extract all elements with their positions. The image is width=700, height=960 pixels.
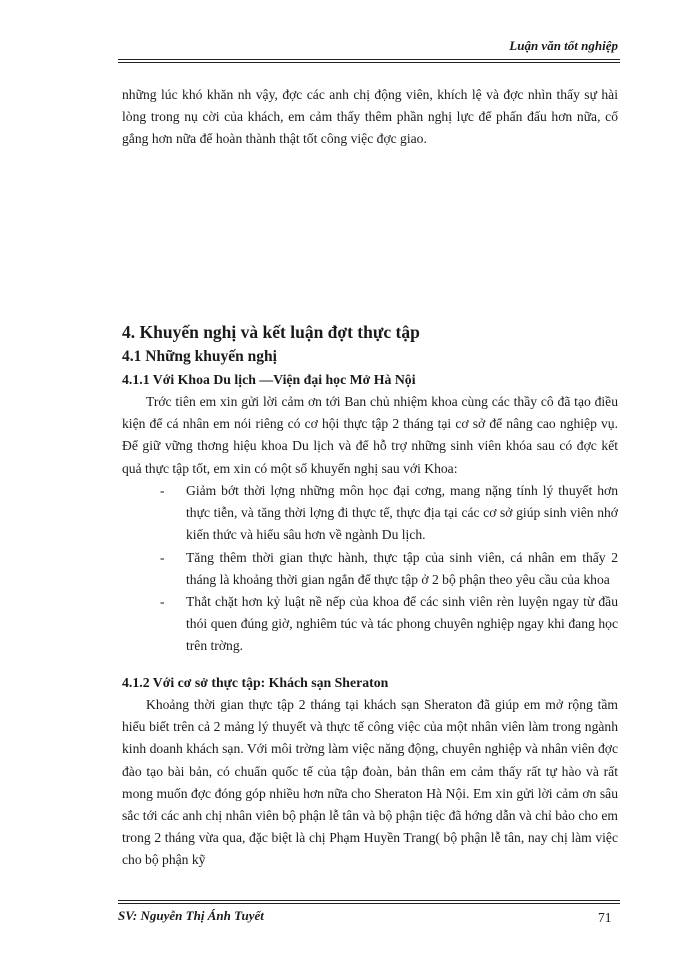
footer-author: SV: Nguyễn Thị Ánh Tuyết xyxy=(118,908,264,923)
subsubsection-heading-faculty: 4.1.1 Với Khoa Du lịch —Viện đại học Mở Hà Nội xyxy=(122,372,416,387)
footer-rule-thin xyxy=(118,903,620,904)
running-header: Luận văn tốt nghiệp xyxy=(509,38,618,53)
list-item xyxy=(160,547,618,591)
list-item xyxy=(160,591,618,658)
footer-rule xyxy=(118,900,620,901)
list-item xyxy=(160,480,618,547)
bullet-dash: - xyxy=(160,483,165,498)
section-heading: 4. Khuyến nghị và kết luận đợt thực tập xyxy=(122,322,420,342)
faculty-paragraph: Trớc tiên em xin gửi lời cảm ơn tới Ban chủ nhiệm khoa cùng các thầy cô đã tạo điều kiện để cá nhân em nói riêng có cơ hội thực tập 2 tháng tại cơ sở để nâng cao nghiệp vụ. Để giữ vững thơng hiệu khoa Du lịch và để hỗ trợ những sinh viên khóa sau có đợc kết quả thực tập tốt, em xin có một số khuyến nghị sau với Khoa: xyxy=(122,394,618,476)
intro-paragraph: những lúc khó khăn nh vậy, đợc các anh chị động viên, khích lệ và đợc nhìn thấy sự hài lòng trong nụ cời của khách, em cảm thấy thêm phần nghị lực để phấn đấu hơn nữa, cố gắng hơn nữa để hoàn thành thật tốt công việc đợc giao. xyxy=(122,87,618,147)
recommendation-list xyxy=(160,480,618,658)
bullet-dash: - xyxy=(160,549,165,565)
sheraton-paragraph: Khoảng thời gian thực tập 2 tháng tại khách sạn Sheraton đã giúp em mở rộng tầm hiểu biết trên cả 2 mảng lý thuyết và thực tế công việc của một nhân viên làm trong ngành kinh doanh khách sạn. Với môi trờng làm việc năng động, chuyên nghiệp và nhân viên đợc đào tạo bài bản, có chuẩn quốc tế của tập đoàn, bản thân em cảm thấy rất tự hào và rất mong muốn đợc đóng góp nhiều hơn nữa cho Sheraton Hà Nội. Em xin gửi lời cảm ơn sâu sắc tới các anh chị nhân viên bộ phận lễ tân và bộ phận tiệc đã hớng dẫn và chỉ bảo cho em trong 2 tháng vừa qua, đặc biệt là chị Phạm Huyền Trang( bộ phận lễ tân, nay chị làm việc cho bộ phận kỹ xyxy=(122,697,618,868)
page-number: 71 xyxy=(598,910,612,925)
subsection-heading: 4.1 Những khuyến nghị xyxy=(122,348,277,365)
header-rule-thin xyxy=(118,62,620,63)
subsubsection-heading-sheraton: 4.1.2 Với cơ sở thực tập: Khách sạn Sheraton xyxy=(122,675,389,690)
list-item-text: Thắt chặt hơn kỷ luật nề nếp của khoa để các sinh viên rèn luyện ngay từ đầu thói quen đúng giờ, nghiêm túc và tác phong chuyên nghiệp ngay khi đang học trên trờng. xyxy=(186,594,618,654)
header-rule xyxy=(118,59,620,60)
list-item-text: Tăng thêm thời gian thực hành, thực tập của sinh viên, cá nhân em thấy 2 tháng là khoảng thời gian ngắn để thực tập ở 2 bộ phận theo yêu cầu của khoa xyxy=(186,549,618,587)
bullet-dash: - xyxy=(160,594,165,610)
list-item-text: Giảm bớt thời lợng những môn học đại cơng, mang nặng tính lý thuyết hơn thực tiễn, và tăng thời lợng đi thực tế, thực địa tại các cơ sở giúp sinh viên nhớ kiến thức và hiểu sâu hơn về ngành Du lịch. xyxy=(186,483,618,543)
